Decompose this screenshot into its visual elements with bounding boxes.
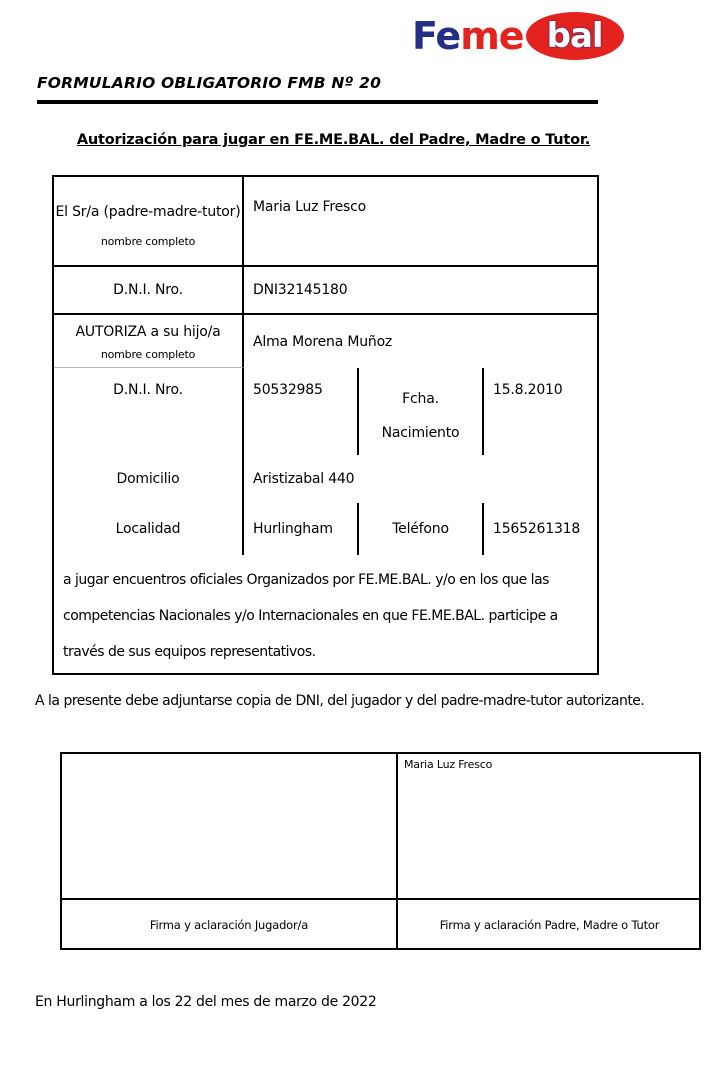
label-authorizes-child — [54, 315, 244, 368]
label-parent-name-text: El Sr/a (padre-madre-tutor) — [55, 203, 241, 220]
value-parent-dni: DNI32145180 — [244, 267, 599, 315]
label-address: Domicilio — [54, 455, 244, 503]
label-authorizes-child-text: AUTORIZA a su hijo/a — [75, 323, 221, 340]
femebal-logo — [412, 10, 624, 62]
attachment-note: A la presente debe adjuntarse copia de DNI, del jugador y del padre-madre-tutor autorizante. — [35, 693, 645, 709]
place-date-line: En Hurlingham a los 22 del mes de marzo de 2022 — [35, 994, 377, 1010]
title-rule — [37, 100, 598, 104]
value-locality: Hurlingham — [244, 503, 359, 555]
label-birth-date — [359, 368, 484, 455]
authorization-subtitle: Autorización para jugar en FE.ME.BAL. del Padre, Madre o Tutor. — [76, 132, 591, 148]
authorization-table — [52, 175, 599, 675]
logo-text-fe: Fe — [412, 14, 461, 58]
label-parent-name-sub: nombre completo — [100, 235, 196, 249]
value-parent-name: Maria Luz Fresco — [244, 177, 599, 267]
label-authorizes-child-sub: nombre completo — [100, 348, 196, 362]
value-child-dni: 50532985 — [244, 368, 359, 455]
signature-table — [60, 752, 701, 950]
parent-signature-name: Maria Luz Fresco — [404, 758, 493, 771]
value-birth-date: 15.8.2010 — [493, 382, 563, 398]
signature-label-parent: Firma y aclaración Padre, Madre o Tutor — [439, 918, 660, 932]
signature-label-player: Firma y aclaración Jugador/a — [62, 900, 398, 950]
label-phone: Teléfono — [359, 503, 484, 555]
value-child-name: Alma Morena Muñoz — [253, 333, 393, 350]
label-parent-dni: D.N.I. Nro. — [54, 267, 244, 315]
value-phone: 1565261318 — [493, 521, 581, 537]
form-title: FORMULARIO OBLIGATORIO FMB Nº 20 — [37, 74, 382, 92]
signature-area-player — [62, 754, 398, 900]
label-birth-date-text: Fcha. Nacimiento — [381, 391, 460, 441]
signature-area-parent — [398, 754, 701, 900]
label-child-dni: D.N.I. Nro. — [54, 368, 244, 455]
label-parent-name — [54, 177, 244, 267]
logo-text-me: me — [460, 14, 524, 58]
label-locality: Localidad — [54, 503, 244, 555]
value-address: Aristizabal 440 — [253, 471, 355, 487]
logo-text-bal: bal — [546, 16, 603, 56]
logo-oval — [526, 12, 624, 60]
authorization-paragraph: a jugar encuentros oficiales Organizados por FE.ME.BAL. y/o en los que las competencias Nacionales y/o Internacionales en que FE.ME.BAL. participe a través de sus equipos representativos. — [63, 572, 558, 660]
